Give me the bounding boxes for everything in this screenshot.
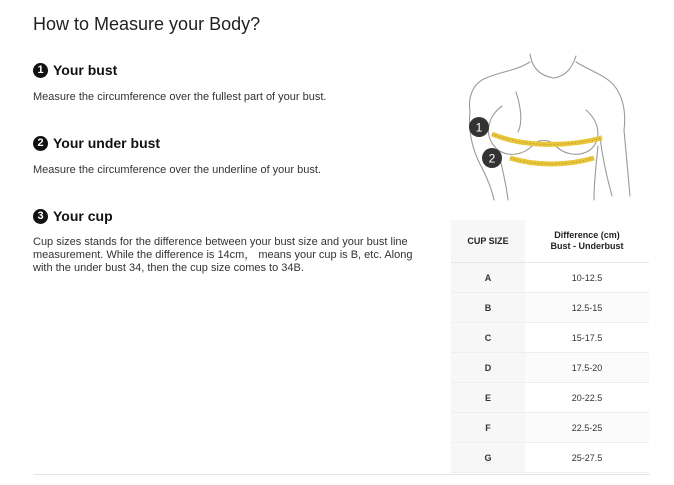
table-row	[451, 293, 649, 323]
cup-cell: A	[451, 263, 525, 293]
table-row	[451, 353, 649, 383]
cup-cell: D	[451, 353, 525, 383]
table-row	[451, 383, 649, 413]
number-badge: 3	[33, 209, 48, 224]
table-row	[451, 323, 649, 353]
section-title: Your bust	[53, 62, 118, 78]
marker-2-label: 2	[488, 151, 496, 166]
number-badge: 1	[33, 63, 48, 78]
cup-cell: E	[451, 383, 525, 413]
marker-1-badge	[469, 117, 489, 137]
marker-2-badge	[482, 148, 502, 168]
section-your-bust	[33, 61, 433, 104]
section-description: Cup sizes stands for the difference between your bust size and your bust line measurement. While the difference is 14cm， means your cup is B, etc. Along with the under bust 34, then the cup size comes to 34B.	[33, 236, 413, 274]
cup-cell: B	[451, 293, 525, 323]
cup-cell: C	[451, 323, 525, 353]
section-description: Measure the circumference over the underline of your bust.	[33, 164, 321, 176]
bottom-divider	[33, 474, 650, 475]
section-header	[33, 207, 433, 225]
page-title: How to Measure your Body?	[33, 14, 261, 34]
table-row	[451, 263, 649, 293]
table-header-row	[451, 220, 649, 263]
section-description: Measure the circumference over the fullest part of your bust.	[33, 91, 327, 103]
difference-cell: 20-22.5	[525, 383, 649, 413]
header-cup-size: CUP SIZE	[451, 220, 525, 263]
underbust-tape	[510, 158, 594, 164]
section-title: Your cup	[53, 208, 113, 224]
table-row	[451, 413, 649, 443]
cup-size-table	[451, 220, 649, 473]
cup-cell: G	[451, 443, 525, 473]
section-title: Your under bust	[53, 135, 161, 151]
bust-tape	[492, 134, 602, 144]
section-header	[33, 134, 433, 152]
difference-cell: 15-17.5	[525, 323, 649, 353]
section-your-cup	[33, 207, 433, 275]
difference-cell: 25-27.5	[525, 443, 649, 473]
difference-cell: 10-12.5	[525, 263, 649, 293]
difference-cell: 22.5-25	[525, 413, 649, 443]
section-your-under-bust	[33, 134, 433, 177]
table-row	[451, 443, 649, 473]
header-difference-line2: Bust - Underbust	[550, 241, 624, 251]
difference-cell: 17.5-20	[525, 353, 649, 383]
cup-cell: F	[451, 413, 525, 443]
number-badge: 2	[33, 136, 48, 151]
header-difference	[525, 220, 649, 263]
section-header	[33, 61, 433, 79]
difference-cell: 12.5-15	[525, 293, 649, 323]
header-difference-line1: Difference (cm)	[554, 230, 620, 240]
body-measurement-illustration	[462, 50, 634, 202]
marker-1-label: 1	[475, 120, 483, 135]
